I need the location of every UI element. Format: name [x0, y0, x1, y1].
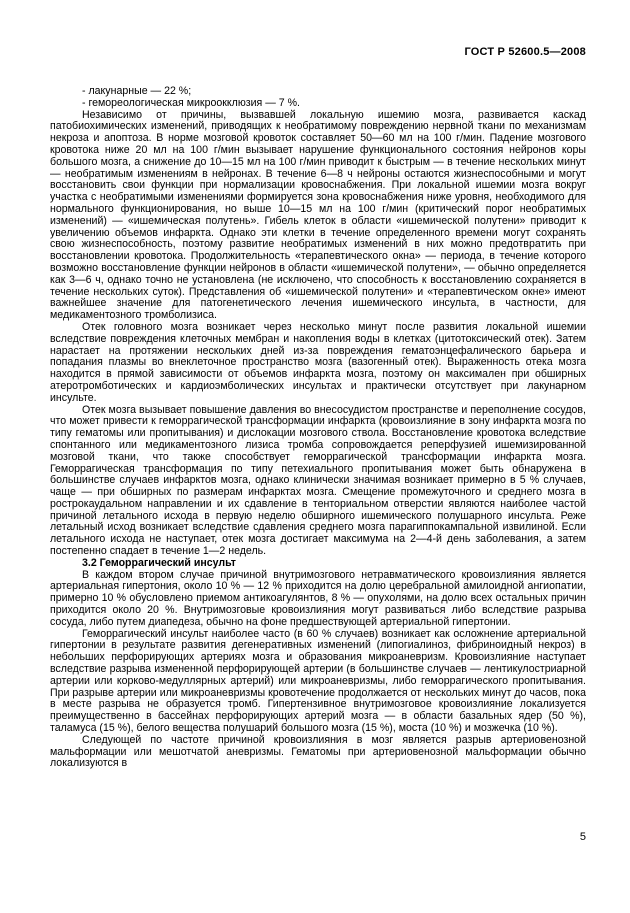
paragraph: Независимо от причины, вызвавшей локальную ишемию мозга, развивается каскад патобиохимических изменений, приводящих к необратимому повреждению нервной ткани по механизмам некроза и апоптоза. В норме мозговой кровоток составляет 50—60 мл на 100 г/мин. Падение мозгового кровотока ниже 20 мл на 100 г/мин вызывает нарушение функционального состояния нейронов коры большого мозга, а снижение до 10—15 мл на 100 г/мин приводит к быстрым — в течение нескольких минут — необратимым изменениям в нейронах. В течение 6—8 ч нейроны остаются жизнеспособными и могут восстановить свои функции при нормализации кровоснабжения. При локальной ишемии мозга вокруг участка с необратимыми изменениями формируется зона кровоснабжения ниже уровня, необходимого для нормального функционирования, но выше 10—15 мл на 100 г/мин (критический порог необратимых изменений) — «ишемическая полутень». Гибель клеток в области «ишемической полутени» приводит к увеличению объемов инфаркта. Однако эти клетки в течение определенного времени могут сохранять свою жизнеспособность, поэтому развитие необратимых изменений в них можно предотвратить при восстановлении кровотока. Продолжительность «терапевтического окна» — периода, в течение которого возможно восстановление функции нейронов в области «ишемической полутени», — обычно определяется как 3—6 ч, однако точно не установлена (не исключено, что способность к восстановлению сохраняется в течение нескольких суток). Представления об «ишемической полутени» и «терапевтическом окне» имеют важнейшее значение для патогенетического лечения ишемического инсульта, в частности, для медикаментозного тромболизиса.	[50, 108, 586, 322]
document-body	[50, 86, 586, 770]
paragraph: В каждом втором случае причиной внутримозгового нетравматического кровоизлияния является артериальная гипертония, около 10 % — 12 % приходится на долю церебральной амилоидной ангиопатии, примерно 10 % обусловлено приемом антикоагулянтов, 8 % — опухолями, на долю всех остальных причин приходится около 20 %. Внутримозговые кровоизлияния могут развиваться либо вследствие разрыва сосуда, либо путем диапедеза, обычно на фоне предшествующей артериальной гипертонии.	[50, 568, 586, 628]
list-item: - лакунарные — 22 %;	[82, 85, 192, 97]
paragraph: Геморрагический инсульт наиболее часто (в 60 % случаев) возникает как осложнение артериальной гипертонии в результате развития дегенеративных изменений (липогиалиноз, фибриноидный некроз) в небольших перфорирующих артериях мозга и образования микроаневризм. Кровоизлияние наступает вследствие разрыва измененной перфорирующей артерии (в большинстве случаев — лентикулостриарной артерии или корково-медуллярных артерий) или микроаневризмы, либо геморрагического пропитывания. При разрыве артерии или микроаневризмы кровотечение продолжается от нескольких минут до часов, пока в месте разрыва не образуется тромб. Гипертензивное внутримозговое кровоизлияние локализуется преимущественно в бассейнах перфорирующих артерий мозга — в области базальных ядер (50 %), таламуса (15 %), белого вещества полушарий большого мозга (15 %), моста (10 %) и мозжечка (10 %).	[50, 627, 586, 735]
section-heading: 3.2 Геморрагический инсульт	[82, 556, 236, 569]
paragraph: Отек мозга вызывает повышение давления во внесосудистом пространстве и переполнение сосудов, что может привести к геморрагической трансформации инфаркта (кровоизлияние в зону инфаркта мозга по типу гематомы или пропитывания) и дислокации мозгового ствола. Восстановление кровотока вследствие спонтанного или медикаментозного лизиса тромба сопровождается реперфузией ишемизированной мозговой ткани, что также способствует геморрагической трансформации инфаркта мозга. Геморрагическая трансформация по типу петехиального пропитывания может быть обнаружена в большинстве случаев инфарктов мозга, однако клинически значимая возникает примерно в 5 % случаев, чаще — при обширных по размерам инфарктах мозга. Смещение промежуточного и среднего мозга в рострокаудальном направлении и их сдавление в тенториальном отверстии являются наиболее частой причиной летального исхода в первую неделю обширного ишемического полушарного инсульта. Реже летальный исход возникает вследствие сдавления среднего мозга парагиппокампальной извилиной. Если летального исхода не наступает, отек мозга достигает максимума на 2—4-й день заболевания, а затем постепенно спадает в течение 1—2 недель.	[50, 403, 586, 558]
paragraph: Следующей по частоте причиной кровоизлияния в мозг является разрыв артериовенозной мальформации или мешотчатой аневризмы. Гематомы при артериовенозной мальформации обычно локализуются в	[50, 733, 586, 770]
list-item: - гемореологическая микроокклюзия — 7 %.	[82, 96, 300, 109]
page-number: 5	[579, 831, 586, 843]
paragraph: Отек головного мозга возникает через несколько минут после развития локальной ишемии вследствие повреждения клеточных мембран и накопления воды в клетках (цитотоксический отек). Затем нарастает на протяжении нескольких дней из-за повреждения гематоэнцефалического барьера и попадания плазмы во внеклеточное пространство мозга (вазогенный отек). Выраженность отека мозга находится в прямой зависимости от объемов инфаркта мозга, поэтому он максимален при обширных атеротромботических и кардиоэмболических инсультах и практически отсутствует при лакунарном инсульте.	[50, 320, 586, 404]
document-standard-number: ГОСТ Р 52600.5—2008	[464, 46, 586, 58]
